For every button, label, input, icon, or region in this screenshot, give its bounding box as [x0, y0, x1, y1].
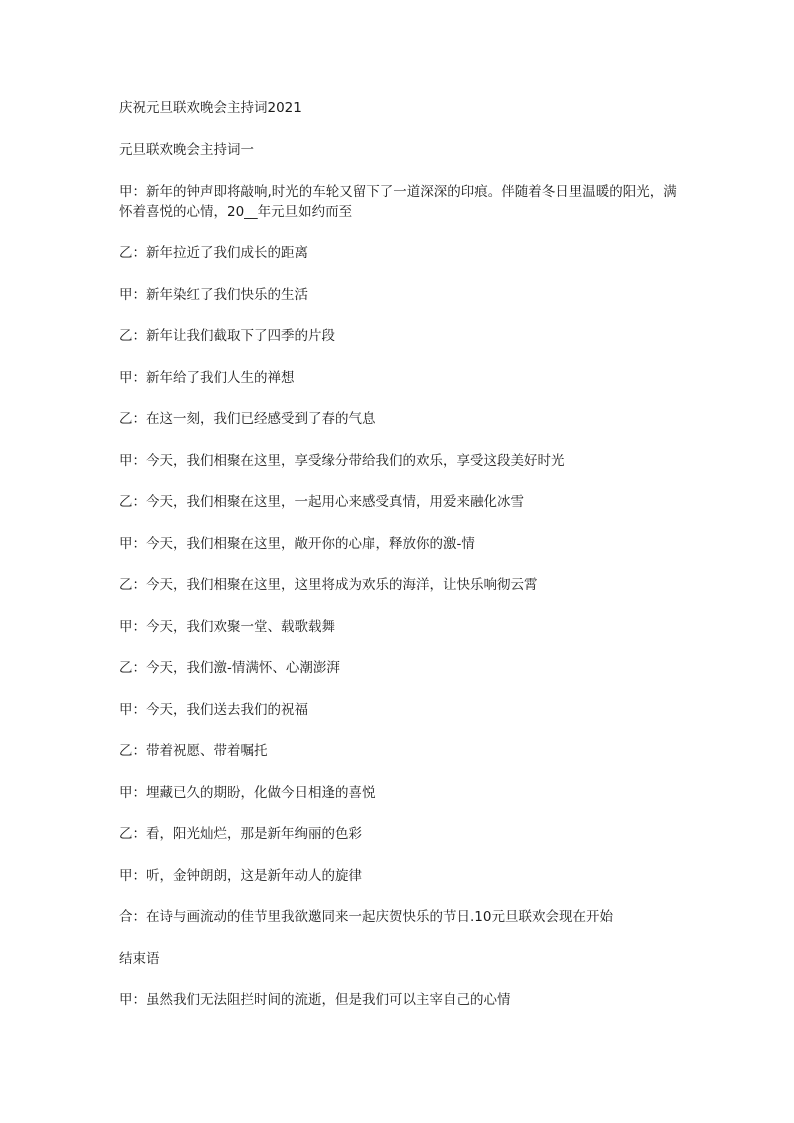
paragraph: 乙：今天，我们相聚在这里，这里将成为欢乐的海洋，让快乐响彻云霄 — [119, 577, 538, 593]
paragraph: 甲：新年给了我们人生的禅想 — [119, 369, 295, 386]
paragraph: 乙：新年让我们截取下了四季的片段 — [119, 328, 335, 344]
document-body — [119, 98, 679, 1032]
paragraph: 甲：新年染红了我们快乐的生活 — [119, 286, 308, 303]
document-title: 庆祝元旦联欢晚会主持词2021 — [119, 100, 302, 116]
paragraph: 甲：今天，我们送去我们的祝福 — [119, 701, 308, 718]
paragraph: 甲：今天，我们欢聚一堂、载歌载舞 — [119, 618, 335, 635]
paragraph: 乙：看，阳光灿烂，那是新年绚丽的色彩 — [119, 826, 362, 842]
paragraph: 甲：今天，我们相聚在这里，敞开你的心扉，释放你的激-情 — [119, 535, 475, 552]
paragraph: 乙：带着祝愿、带着嘱托 — [119, 743, 268, 759]
paragraph: 甲：埋藏已久的期盼，化做今日相逢的喜悦 — [119, 784, 376, 801]
paragraph: 合：在诗与画流动的佳节里我欲邀同来一起庆贺快乐的节日.10元旦联欢会现在开始 — [119, 909, 613, 925]
paragraph: 甲：听，金钟朗朗，这是新年动人的旋律 — [119, 867, 362, 884]
paragraph: 甲：新年的钟声即将敲响,时光的车轮又留下了一道深深的印痕。伴随着冬日里温暖的阳光，满怀着喜悦的心情，20__年元旦如约而至 — [119, 183, 677, 220]
paragraph: 乙：今天，我们激-情满怀、心潮澎湃 — [119, 660, 340, 676]
paragraph: 乙：在这一刻，我们已经感受到了春的气息 — [119, 411, 376, 427]
section-heading: 结束语 — [119, 950, 160, 967]
paragraph: 乙：今天，我们相聚在这里，一起用心来感受真情，用爱来融化冰雪 — [119, 494, 524, 510]
paragraph: 元旦联欢晚会主持词一 — [119, 142, 254, 158]
paragraph: 甲：虽然我们无法阻拦时间的流逝，但是我们可以主宰自己的心情 — [119, 992, 511, 1008]
paragraph: 甲：今天，我们相聚在这里，享受缘分带给我们的欢乐，享受这段美好时光 — [119, 452, 565, 469]
paragraph: 乙：新年拉近了我们成长的距离 — [119, 245, 308, 261]
